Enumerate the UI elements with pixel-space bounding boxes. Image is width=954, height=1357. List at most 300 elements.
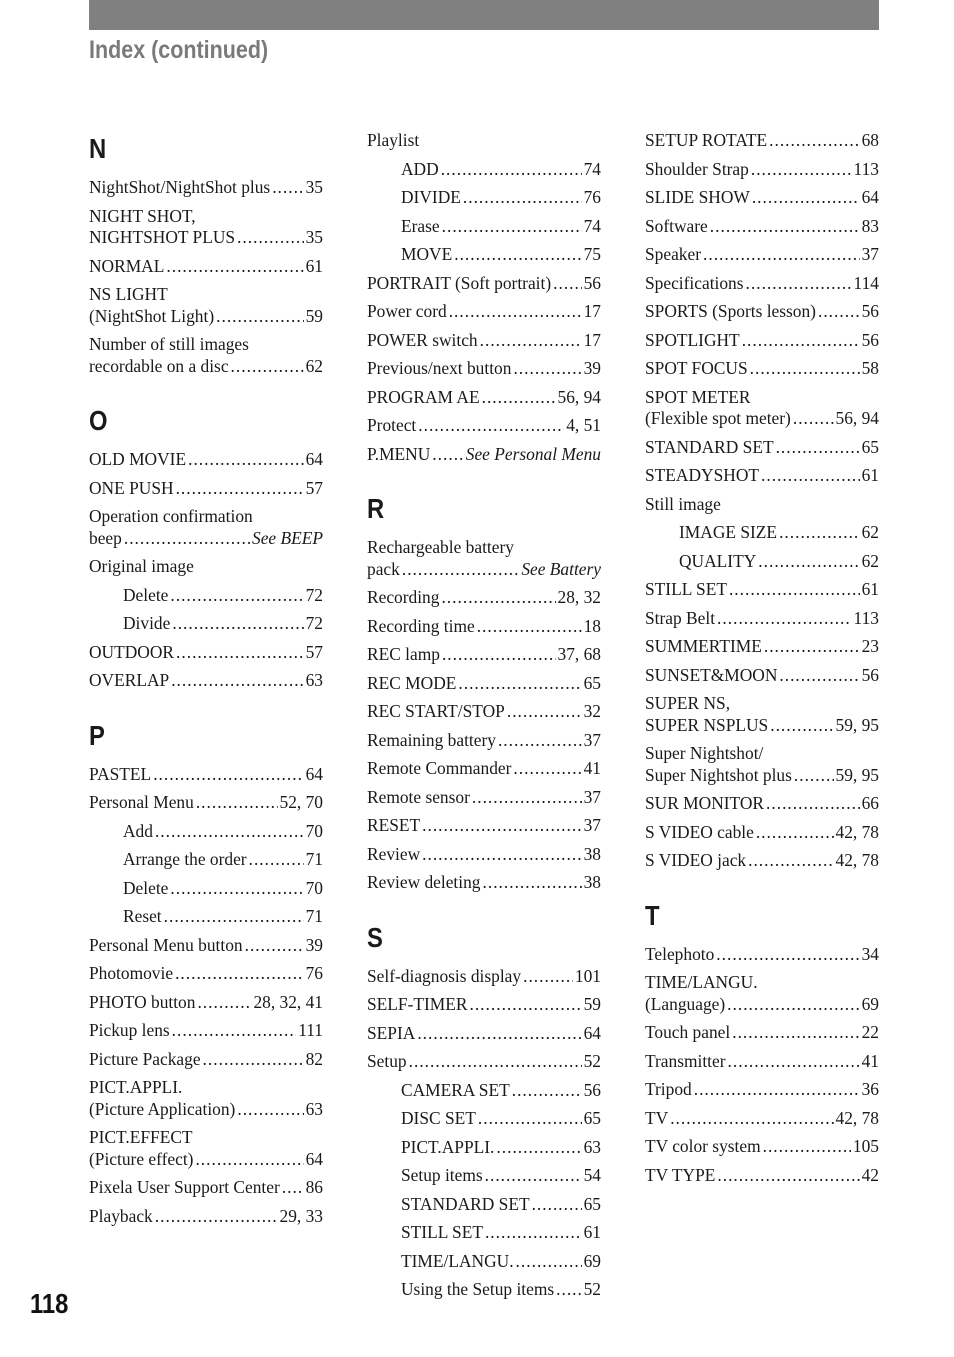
dot-leader [746, 273, 852, 295]
index-subentry [89, 613, 323, 635]
entry-term: RESET [367, 815, 421, 835]
dot-leader [176, 478, 304, 500]
entry-heading: Original image [89, 556, 194, 576]
entry-term: Divide [123, 613, 171, 633]
entry-term: Super Nightshot plus [645, 764, 792, 785]
section-letter: R [367, 493, 385, 524]
entry-term: Add [123, 820, 153, 841]
index-entry [367, 616, 601, 638]
entry-page-ref: 74 [583, 215, 601, 236]
index-entry [645, 793, 879, 815]
entry-term: SETUP ROTATE [645, 130, 768, 150]
index-entry [645, 1022, 879, 1044]
index-entry [645, 1136, 879, 1158]
index-entry [645, 972, 879, 1015]
entry-term: SUMMERTIME [645, 636, 762, 656]
entry-page-ref: 56 [861, 301, 879, 321]
entry-page-ref: 82 [305, 1048, 323, 1069]
dot-leader [761, 465, 860, 487]
dot-leader [216, 306, 303, 328]
entry-page-ref: 52 [583, 1051, 601, 1071]
entry-page-ref: 58 [861, 358, 879, 378]
entry-term: POWER switch [367, 329, 478, 350]
entry-page-ref: 37, 68 [557, 644, 601, 664]
index-entry [89, 1177, 323, 1199]
entry-page-ref: 68 [861, 130, 879, 150]
entry-term: CAMERA SET [401, 1079, 510, 1100]
entry-term: Personal Menu button [89, 934, 243, 955]
page-number: 118 [30, 1288, 69, 1319]
entry-term: Telephoto [645, 943, 715, 964]
index-entry [89, 670, 323, 692]
entry-page-ref: 35 [305, 177, 323, 197]
index-subentry [367, 216, 601, 238]
entry-page-ref: 105 [852, 1136, 879, 1156]
index-entry [367, 701, 601, 723]
entry-term: Recording [367, 587, 440, 607]
dot-leader [742, 330, 860, 352]
entry-page-ref: 64 [861, 187, 879, 207]
dot-leader [523, 966, 573, 988]
entry-term: Protect [367, 415, 417, 435]
dot-leader [512, 1080, 582, 1102]
dot-leader [237, 227, 304, 249]
entry-term: STILL SET [645, 579, 727, 599]
dot-leader [727, 994, 859, 1016]
entry-page-ref: 113 [853, 607, 879, 628]
dot-leader [441, 159, 582, 181]
entry-page-ref: 38 [583, 872, 601, 892]
entry-term: NightShot/NightShot plus [89, 177, 271, 197]
entry-term: Photomovie [89, 963, 174, 983]
entry-page-ref: 76 [305, 963, 323, 983]
index-entry [89, 963, 323, 985]
index-column-2 [367, 130, 601, 1308]
dot-leader [237, 1099, 303, 1121]
dot-leader [756, 822, 834, 844]
dot-leader [417, 1023, 581, 1045]
index-subentry [367, 1251, 601, 1273]
dot-leader [553, 273, 581, 295]
entry-heading: Rechargeable battery [367, 537, 514, 557]
dot-leader [176, 642, 304, 664]
entry-heading: PICT.APPLI. [89, 1077, 183, 1097]
entry-term: Specifications [645, 272, 744, 293]
dot-leader [716, 944, 859, 966]
entry-term: Software [645, 215, 708, 236]
entry-term: S VIDEO cable [645, 821, 754, 842]
dot-leader [463, 187, 582, 209]
entry-term: NORMAL [89, 255, 165, 276]
dot-leader [513, 358, 581, 380]
dot-leader [195, 1149, 303, 1171]
section-letter: P [89, 719, 105, 751]
dot-leader [556, 1279, 581, 1301]
index-entry [367, 787, 601, 809]
dot-leader [422, 815, 581, 837]
index-entry [367, 758, 601, 780]
dot-leader [155, 821, 304, 843]
index-entry [89, 284, 323, 327]
index-entry [89, 764, 323, 786]
dot-leader [748, 850, 833, 872]
dot-leader [422, 844, 581, 866]
dot-leader [779, 665, 859, 687]
entry-page-ref: 113 [853, 158, 879, 179]
index-entry [645, 1079, 879, 1101]
entry-term: DISC SET [401, 1108, 476, 1128]
index-entry [645, 608, 879, 630]
index-entry [645, 743, 879, 786]
entry-page-ref: 56 [583, 272, 601, 293]
dot-leader [485, 1222, 582, 1244]
entry-term: Review deleting [367, 872, 481, 892]
index-subentry [645, 522, 879, 544]
dot-leader [496, 1137, 581, 1159]
dot-leader [449, 301, 582, 323]
dot-leader [170, 585, 303, 607]
entry-page-ref: 111 [298, 1020, 323, 1040]
entry-term: STEADYSHOT [645, 465, 760, 485]
dot-leader [155, 1206, 278, 1228]
index-column-3 [645, 130, 879, 1193]
index-entry [89, 206, 323, 249]
entry-term: P.MENU [367, 443, 431, 464]
page-title: Index (continued) [89, 36, 269, 64]
dot-leader [175, 963, 304, 985]
index-subentry [367, 1222, 601, 1244]
entry-page-ref: 69 [583, 1250, 601, 1271]
dot-leader [441, 587, 555, 609]
entry-term: TV TYPE [645, 1164, 716, 1185]
dot-leader [758, 551, 859, 573]
entry-page-ref: 39 [305, 934, 323, 955]
entry-term: Pickup lens [89, 1020, 170, 1040]
dot-leader [196, 792, 278, 814]
dot-leader [670, 1108, 833, 1130]
entry-term: S VIDEO jack [645, 850, 747, 870]
entry-term: SPOT FOCUS [645, 358, 748, 378]
entry-term: Previous/next button [367, 358, 512, 378]
entry-page-ref: 63 [305, 670, 323, 690]
index-entry [367, 444, 601, 466]
index-entry [367, 994, 601, 1016]
entry-term: Arrange the order [123, 849, 247, 869]
entry-page-ref: 59 [583, 994, 601, 1014]
dot-leader [282, 1177, 304, 1199]
entry-page-ref: 70 [305, 820, 323, 841]
index-entry [645, 244, 879, 266]
entry-term: Remote sensor [367, 786, 470, 807]
index-entry [645, 330, 879, 352]
entry-page-ref: 71 [305, 906, 323, 926]
index-entry [367, 358, 601, 380]
entry-page-ref: 36 [861, 1079, 879, 1099]
entry-term: PROGRAM AE [367, 386, 480, 407]
entry-term: NIGHTSHOT PLUS [89, 227, 236, 247]
entry-term: Power cord [367, 301, 447, 321]
entry-term: ADD [401, 158, 439, 179]
dot-leader [732, 1022, 859, 1044]
header-bar [89, 0, 879, 30]
entry-page-ref: 28, 32, 41 [253, 991, 323, 1012]
entry-page-ref: 42 [861, 1164, 879, 1185]
entry-page-ref: 61 [861, 465, 879, 485]
index-entry [645, 301, 879, 323]
index-entry [367, 730, 601, 752]
index-entry [367, 387, 601, 409]
entry-page-ref: 42, 78 [835, 821, 879, 842]
entry-heading: SPOT METER [645, 386, 751, 407]
dot-leader [728, 1051, 860, 1073]
entry-page-ref: 35 [305, 227, 323, 247]
entry-heading: Number of still images [89, 334, 249, 354]
entry-page-ref: 70 [305, 877, 323, 898]
dot-leader [442, 216, 582, 238]
entry-term: DIVIDE [401, 187, 461, 207]
index-entry [645, 130, 879, 152]
entry-term: TIME/LANGU. [401, 1250, 514, 1271]
dot-leader [485, 1165, 582, 1187]
index-entry [645, 494, 879, 516]
entry-heading: Playlist [367, 130, 420, 150]
index-entry [89, 256, 323, 278]
entry-page-ref: 59, 95 [835, 714, 879, 735]
entry-term: Strap Belt [645, 607, 716, 628]
entry-page-ref: 63 [305, 1098, 323, 1119]
section-letter: O [89, 405, 108, 436]
entry-page-ref: 56 [861, 664, 879, 685]
entry-page-ref: 41 [861, 1050, 879, 1071]
index-entry [645, 665, 879, 687]
dot-leader [188, 449, 304, 471]
dot-leader [507, 701, 582, 723]
entry-term: Touch panel [645, 1022, 731, 1042]
index-entry [645, 1051, 879, 1073]
entry-term: PHOTO button [89, 991, 196, 1012]
entry-term: Personal Menu [89, 792, 194, 812]
entry-page-ref: 64 [305, 1148, 323, 1169]
index-entry [89, 642, 323, 664]
entry-page-ref: 66 [861, 793, 879, 813]
index-entry [89, 792, 323, 814]
index-subentry [367, 1108, 601, 1130]
index-entry [645, 437, 879, 459]
index-subentry [89, 849, 323, 871]
entry-page-ref: 18 [583, 615, 601, 636]
entry-page-ref: 37 [861, 244, 879, 264]
entry-term: STILL SET [401, 1222, 483, 1242]
entry-page-ref: 86 [305, 1177, 323, 1197]
index-subentry [367, 1165, 601, 1187]
index-entry [645, 944, 879, 966]
dot-leader [458, 673, 581, 695]
index-entry [367, 844, 601, 866]
entry-term: SUPER NSPLUS [645, 714, 769, 735]
index-entry [89, 1077, 323, 1120]
dot-leader [124, 528, 250, 550]
entry-page-ref: 65 [583, 672, 601, 693]
entry-page-ref: 57 [305, 641, 323, 662]
index-entry [645, 822, 879, 844]
dot-leader [442, 644, 556, 666]
dot-leader [516, 1251, 582, 1273]
entry-term: (Language) [645, 993, 726, 1014]
entry-page-ref: 17 [583, 329, 601, 350]
entry-page-ref: 56, 94 [835, 408, 879, 428]
entry-page-ref: 56, 94 [557, 386, 601, 407]
dot-leader [793, 408, 834, 430]
entry-term: Shoulder Strap [645, 158, 749, 179]
entry-term: TV color system [645, 1136, 761, 1156]
index-entry [645, 1108, 879, 1130]
entry-page-ref: 52 [583, 1279, 601, 1299]
index-entry [367, 130, 601, 152]
entry-term: Tripod [645, 1079, 692, 1099]
index-entry [645, 850, 879, 872]
index-entry [367, 273, 601, 295]
index-entry [367, 537, 601, 580]
entry-page-ref: 71 [305, 849, 323, 869]
entry-term: PICT.APPLI. [401, 1136, 495, 1157]
entry-heading: TIME/LANGU. [645, 972, 758, 992]
dot-leader [770, 715, 833, 737]
entry-term: Delete [123, 584, 169, 605]
entry-term: OVERLAP [89, 670, 170, 690]
index-subentry [89, 585, 323, 607]
entry-term: STANDARD SET [401, 1193, 530, 1214]
entry-term: OLD MOVIE [89, 449, 187, 469]
index-subentry [367, 1194, 601, 1216]
dot-leader [703, 244, 860, 266]
dot-leader [498, 730, 582, 752]
entry-page-ref: 65 [583, 1193, 601, 1214]
entry-page-ref: 114 [853, 272, 879, 293]
index-entry [89, 334, 323, 377]
entry-term: Remote Commander [367, 758, 512, 778]
index-entry [645, 358, 879, 380]
entry-term: Setup items [401, 1165, 483, 1185]
index-entry [89, 506, 323, 549]
index-entry [645, 387, 879, 430]
dot-leader [272, 177, 303, 199]
entry-term: Speaker [645, 244, 702, 264]
index-subentry [645, 551, 879, 573]
index-entry [367, 872, 601, 894]
entry-term: SELF-TIMER [367, 994, 468, 1014]
entry-page-ref: 42, 78 [835, 1107, 879, 1128]
entry-term: Delete [123, 877, 169, 898]
index-entry [89, 449, 323, 471]
entry-page-ref: 57 [305, 477, 323, 498]
entry-page-ref: 62 [305, 355, 323, 376]
entry-term: IMAGE SIZE [679, 522, 778, 542]
dot-leader [750, 358, 860, 380]
entry-page-ref: See BEEP [252, 527, 323, 548]
entry-heading: Still image [645, 493, 721, 514]
dot-leader [409, 1051, 582, 1073]
dot-leader [153, 764, 303, 786]
entry-page-ref: 72 [305, 584, 323, 605]
entry-term: REC lamp [367, 644, 440, 664]
entry-page-ref: 61 [583, 1222, 601, 1242]
entry-page-ref: 83 [861, 215, 879, 236]
entry-term: PORTRAIT (Soft portrait) [367, 272, 552, 293]
index-entry [367, 1023, 601, 1045]
entry-term: STANDARD SET [645, 436, 774, 457]
dot-leader [480, 330, 582, 352]
index-subentry [367, 187, 601, 209]
dot-leader [418, 415, 564, 437]
dot-leader [482, 387, 556, 409]
entry-page-ref: 64 [305, 449, 323, 469]
index-entry [89, 1020, 323, 1042]
dot-leader [729, 579, 860, 601]
entry-page-ref: 4, 51 [566, 415, 601, 435]
dot-leader [249, 849, 304, 871]
entry-term: SUNSET&MOON [645, 664, 778, 685]
entry-page-ref: See Battery [521, 558, 601, 579]
index-entry [89, 1206, 323, 1228]
dot-leader [164, 906, 304, 928]
dot-leader [166, 256, 303, 278]
entry-page-ref: 38 [583, 843, 601, 864]
entry-page-ref: 39 [583, 358, 601, 378]
index-entry [645, 636, 879, 658]
index-subentry [89, 878, 323, 900]
entry-term: Picture Package [89, 1048, 201, 1069]
entry-page-ref: 75 [583, 244, 601, 264]
index-entry [89, 935, 323, 957]
dot-leader [779, 522, 860, 544]
dot-leader [710, 216, 860, 238]
entry-page-ref: 37 [583, 786, 601, 807]
index-entry [645, 187, 879, 209]
dot-leader [203, 1049, 304, 1071]
entry-term: PASTEL [89, 763, 152, 784]
dot-leader [172, 1020, 297, 1042]
section-letter: S [367, 921, 383, 953]
entry-page-ref: 65 [583, 1108, 601, 1128]
entry-page-ref: 65 [861, 436, 879, 457]
entry-term: Erase [401, 215, 440, 236]
section-letter: N [89, 133, 107, 164]
index-subentry [367, 1080, 601, 1102]
dot-leader [432, 444, 463, 466]
index-entry [367, 587, 601, 609]
entry-term: Remaining battery [367, 729, 496, 750]
entry-page-ref: 32 [583, 701, 601, 721]
entry-page-ref: 52, 70 [279, 792, 323, 812]
index-subentry [89, 821, 323, 843]
entry-page-ref: 64 [583, 1022, 601, 1043]
entry-page-ref: 69 [861, 993, 879, 1014]
entry-page-ref: 37 [583, 729, 601, 750]
entry-page-ref: 29, 33 [279, 1205, 323, 1226]
dot-leader [478, 1108, 582, 1130]
dot-leader [170, 878, 303, 900]
entry-term: (Flexible spot meter) [645, 408, 791, 428]
entry-term: SUR MONITOR [645, 793, 765, 813]
entry-page-ref: 59 [305, 305, 323, 326]
index-entry [89, 1127, 323, 1170]
dot-leader [402, 559, 519, 581]
index-subentry [367, 244, 601, 266]
dot-leader [769, 130, 859, 152]
entry-term: Setup [367, 1051, 407, 1071]
entry-heading: NS LIGHT [89, 284, 168, 304]
dot-leader [469, 994, 581, 1016]
